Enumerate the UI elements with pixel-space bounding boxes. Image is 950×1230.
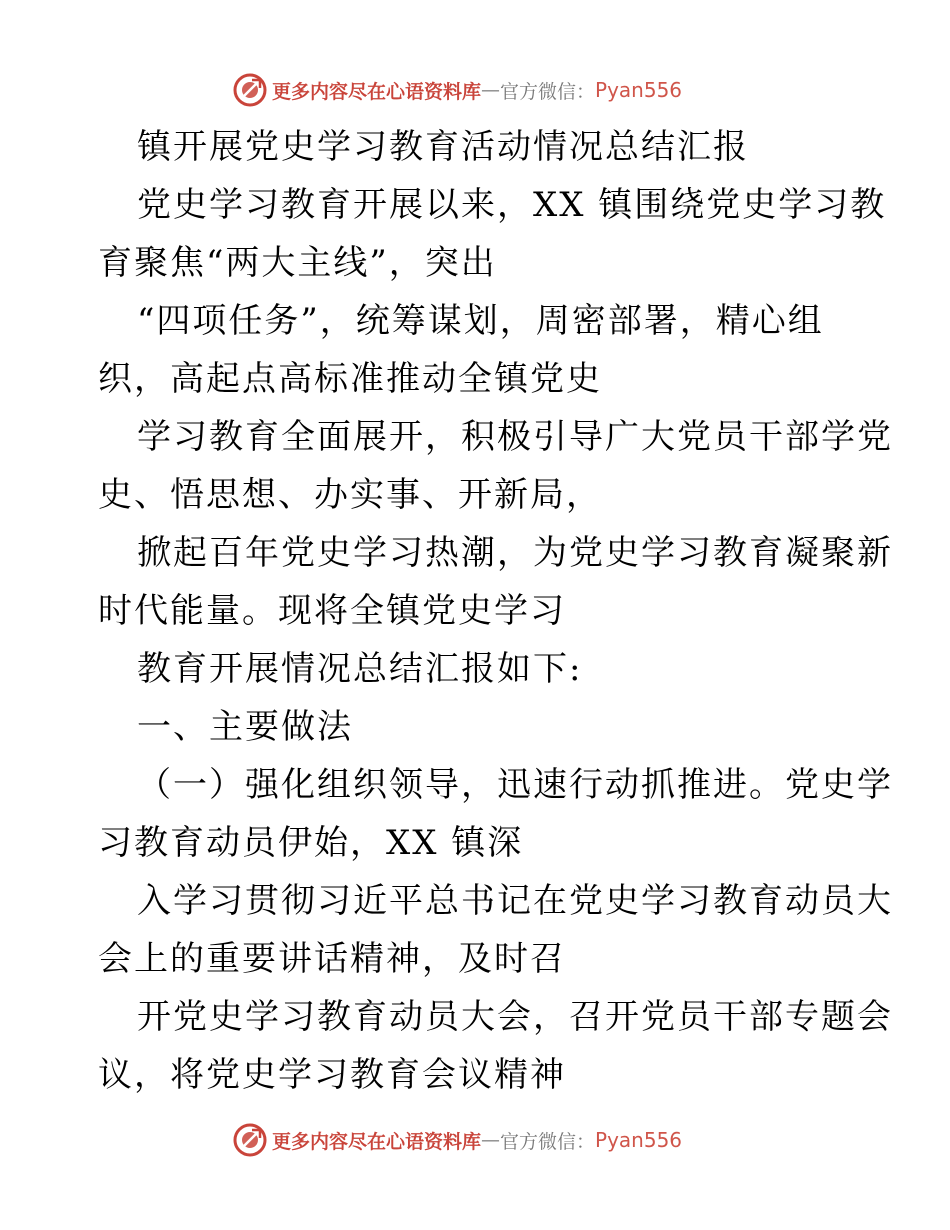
paragraph-line: 习教育动员伊始，XX 镇深 bbox=[98, 823, 524, 863]
paragraph-line: 织，高起点高标准推动全镇党史 bbox=[98, 359, 602, 399]
watermark-wechat-id: Pyan556 bbox=[595, 1128, 683, 1152]
watermark-site-text: 更多内容尽在心语资料库 bbox=[272, 80, 482, 103]
paragraph-line: “四项任务”，统筹谋划，周密部署，精心组 bbox=[137, 301, 824, 341]
paragraph-line: 议，将党史学习教育会议精神 bbox=[98, 1055, 566, 1095]
paragraph-line: 党史学习教育开展以来，XX 镇围绕党史学习教 bbox=[137, 185, 887, 225]
watermark-dash: — bbox=[481, 79, 501, 101]
brand-logo-icon bbox=[232, 1122, 268, 1158]
watermark-header bbox=[232, 70, 682, 110]
paragraph-line: 育聚焦“两大主线”，突出 bbox=[98, 243, 497, 283]
paragraph-line: 入学习贯彻习近平总书记在党史学习教育动员大 bbox=[137, 881, 893, 921]
subsection-heading-line: （一）强化组织领导，迅速行动抓推进。党史学 bbox=[137, 765, 893, 805]
paragraph-line: 史、悟思想、办实事、开新局， bbox=[98, 475, 602, 515]
watermark-site-text: 更多内容尽在心语资料库 bbox=[272, 1130, 482, 1153]
paragraph-line: 开党史学习教育动员大会，召开党员干部专题会 bbox=[137, 997, 893, 1037]
paragraph-line: 掀起百年党史学习热潮，为党史学习教育凝聚新 bbox=[137, 533, 893, 573]
paragraph-line: 时代能量。现将全镇党史学习 bbox=[98, 591, 566, 631]
document-title: 镇开展党史学习教育活动情况总结汇报 bbox=[137, 127, 749, 167]
watermark-footer bbox=[232, 1120, 682, 1160]
section-heading: 一、主要做法 bbox=[137, 707, 353, 747]
brand-logo-icon bbox=[232, 72, 268, 108]
watermark-official-label: 官方微信： bbox=[500, 80, 596, 103]
paragraph-line: 会上的重要讲话精神，及时召 bbox=[98, 939, 566, 979]
watermark-official-label: 官方微信： bbox=[500, 1130, 596, 1153]
watermark-wechat-id: Pyan556 bbox=[595, 78, 683, 102]
paragraph-line: 教育开展情况总结汇报如下: bbox=[137, 649, 583, 689]
watermark-dash: — bbox=[481, 1129, 501, 1151]
paragraph-line: 学习教育全面展开，积极引导广大党员干部学党 bbox=[137, 417, 893, 457]
